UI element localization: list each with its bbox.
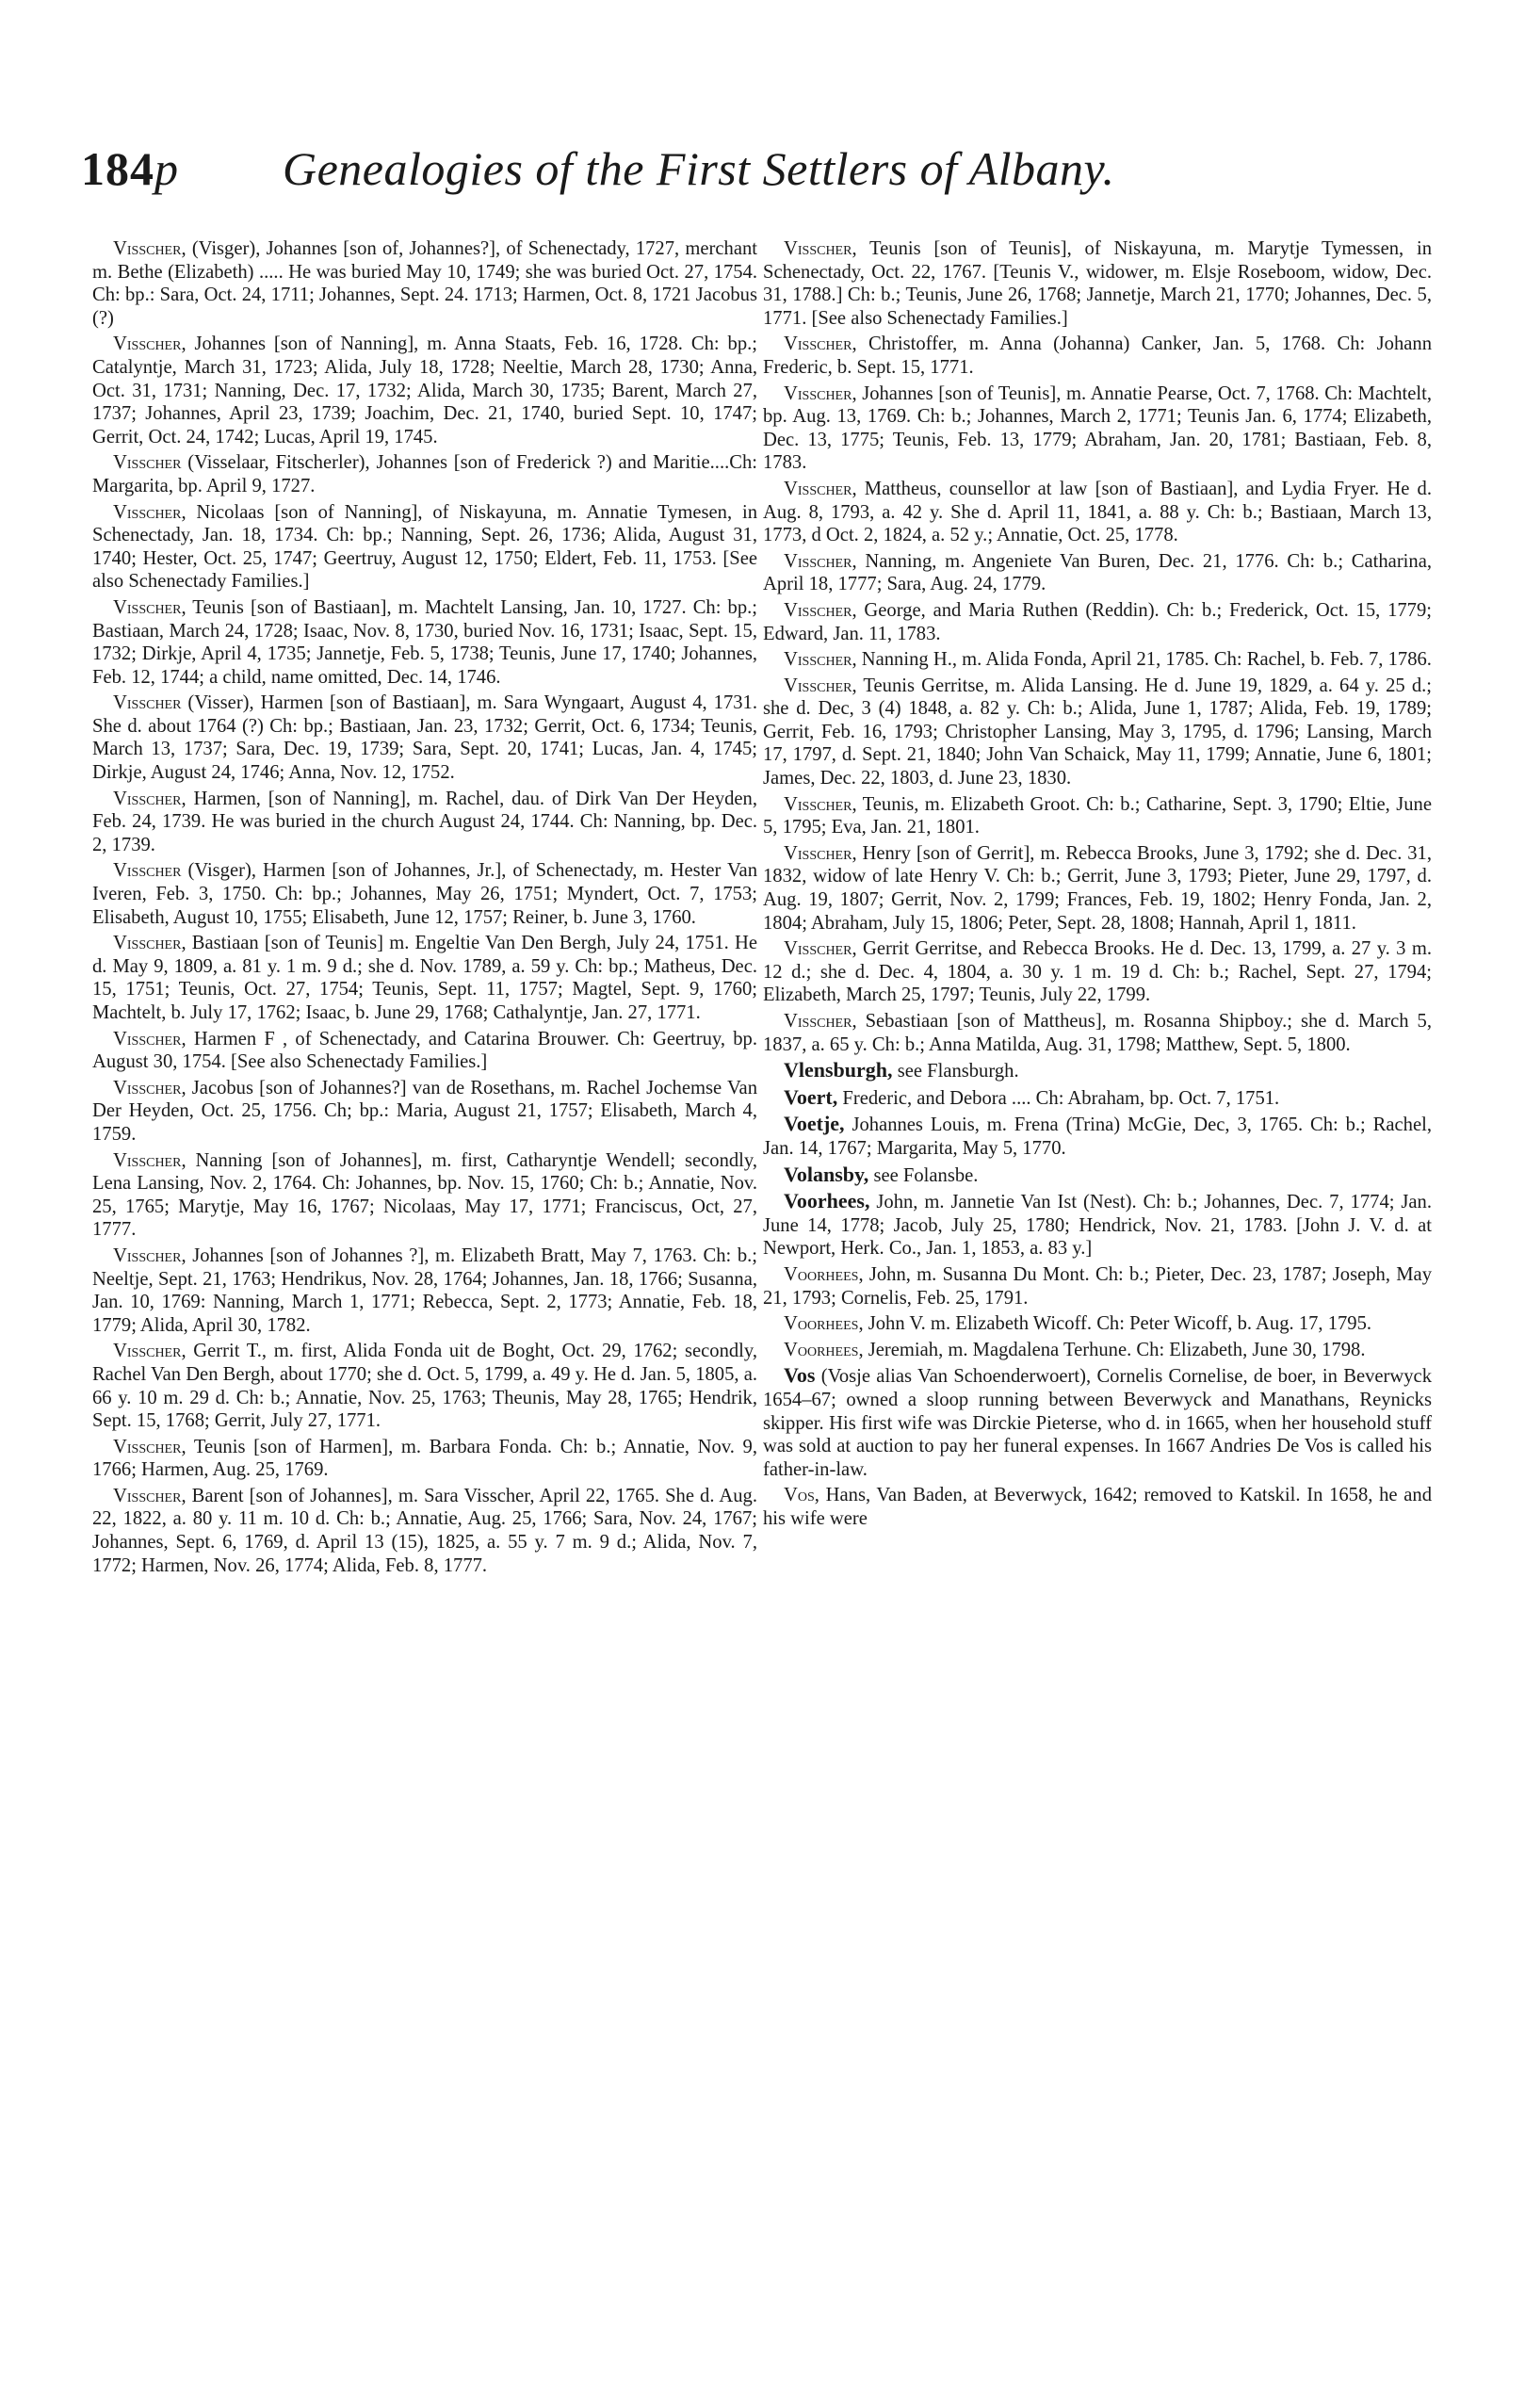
left-column [92, 237, 757, 1580]
entry-text: , Johannes [son of Teunis], m. Annatie Pearse, Oct. 7, 1768. Ch: Machtelt, bp. Aug. 13, 1769. Ch: b.; Johannes, March 2, 1771; Teunis Jan. 6, 1774; Elizabeth, Dec. 13, 1775; Teunis, Feb. 13, 1779; Abraham, Jan. 20, 1781; Bastiaan, Feb. 8, 1783. [763, 382, 1432, 474]
entry-text: , Harmen, [son of Nanning], m. Rachel, dau. of Dirk Van Der Heyden, Feb. 24, 1739. He was buried in the church August 24, 1744. Ch: Nanning, bp. Dec. 2, 1739. [92, 788, 757, 855]
entry-paragraph [92, 501, 757, 594]
entry-headword: Visscher [784, 649, 852, 671]
entry-headword: Visscher [113, 596, 182, 618]
entry-paragraph [763, 937, 1432, 1007]
entry-headword: Visscher [113, 1245, 182, 1266]
entry-paragraph [763, 648, 1432, 672]
entry-headword: Visscher [784, 938, 852, 960]
entry-text: , Teunis [son of Harmen], m. Barbara Fonda. Ch: b.; Annatie, Nov. 9, 1766; Harmen, Aug. 25, 1769. [92, 1436, 757, 1481]
entry-paragraph [763, 1484, 1432, 1530]
entry-headword: Visscher [784, 382, 852, 404]
entry-paragraph [763, 550, 1432, 596]
entry-text: (Vosje alias Van Schoenderwoert), Cornelis Cornelise, de boer, in Beverwyck 1654–67; owned a sloop running between Beverwyck and Manathans, Reynicks skipper. His first wife was Dirckie Pieterse, who d. in 1665, when her household stuff was sold at auction to pay her funeral expenses. In 1667 Andries De Vos is called his father-in-law. [763, 1366, 1432, 1480]
entry-paragraph [763, 333, 1432, 379]
entry-text: , Nanning [son of Johannes], m. first, Catharyntje Wendell; secondly, Lena Lansing, Nov. 2, 1764. Ch: Johannes, bp. Nov. 15, 1760; Ch: b.; Annatie, Nov. 25, 1765; Marytje, May 16, 1767; Nicolaas, May 17, 1771; Franciscus, Oct, 27, 1777. [92, 1149, 757, 1241]
entry-headword: Visscher [113, 452, 182, 474]
entry-paragraph [763, 1010, 1432, 1056]
entry-headword: Volansby, [784, 1162, 869, 1186]
entry-paragraph [92, 1077, 757, 1147]
entry-text: John, m. Jannetie Van Ist (Nest). Ch: b.; Johannes, Dec. 7, 1774; Jan. June 14, 1778; Jacob, July 25, 1780; Hendrick, Nov. 21, 1783. [John J. V. d. at Newport, Herk. Co., Jan. 1, 1853, a. 83 y.] [763, 1192, 1432, 1260]
page-number: 184p [81, 142, 179, 195]
entry-headword: Vlensburgh, [784, 1058, 893, 1082]
entry-paragraph [92, 932, 757, 1024]
entry-headword: Visscher [113, 860, 182, 882]
entry-text: , Christoffer, m. Anna (Johanna) Canker, Jan. 5, 1768. Ch: Johann Frederic, b. Sept. 15, 1771. [763, 334, 1432, 378]
entry-text: , (Visger), Johannes [son of, Johannes?], of Schenectady, 1727, merchant m. Bethe (Elizabeth) ..... He was buried May 10, 1749; she was buried Oct. 27, 1754. Ch: bp.: Sara, Oct. 24, 1711; Johannes, Sept. 24. 1713; Harmen, Oct. 8, 1721 Jacobus (?) [92, 238, 757, 329]
entry-text: , Teunis [son of Bastiaan], m. Machtelt Lansing, Jan. 10, 1727. Ch: bp.; Bastiaan, March 24, 1728; Isaac, Nov. 8, 1730, buried Nov. 16, 1731; Isaac, Sept. 15, 1732; Dirkje, April 4, 1735; Jannetje, Feb. 5, 1738; Teunis, June 17, 1740; Johannes, Feb. 12, 1744; a child, name omitted, Dec. 14, 1746. [92, 596, 757, 688]
entry-text: , Nanning H., m. Alida Fonda, April 21, 1785. Ch: Rachel, b. Feb. 7, 1786. [852, 649, 1432, 671]
entry-paragraph [92, 691, 757, 784]
entry-paragraph [763, 1113, 1432, 1160]
entry-paragraph [92, 333, 757, 448]
entry-headword: Voetje, [784, 1112, 845, 1136]
entry-paragraph [92, 1028, 757, 1074]
entry-text: , Teunis Gerritse, m. Alida Lansing. He d. June 19, 1829, a. 64 y. 25 d.; she d. Dec, 3 (4) 1848, a. 82 y. Ch: b.; Alida, June 1, 1787; Alida, Feb. 19, 1789; Gerrit, Feb. 16, 1793; Christopher Lansing, May 3, 1795, d. 1796; Lansing, March 17, 1797, d. Sept. 21, 1840; John Van Schaick, May 11, 1799; Annatie, June 6, 1801; James, Dec. 22, 1803, d. June 23, 1830. [763, 675, 1432, 789]
entry-text: , Teunis [son of Teunis], of Niskayuna, m. Marytje Tymessen, in Schenectady, Oct. 22, 1767. [Teunis V., widower, m. Elsje Roseboom, widow, Dec. 31, 1788.] Ch: b.; Teunis, June 26, 1768; Jannetje, March 21, 1770; Johannes, Dec. 5, 1771. [See also Schenectady Families.] [763, 238, 1432, 329]
entry-text: , Gerrit T., m. first, Alida Fonda uit de Boght, Oct. 29, 1762; secondly, Rachel Van Den Bergh, about 1770; she d. Oct. 5, 1799, a. 49 y. He d. Jan. 5, 1805, a. 66 y. 10 m. 29 d. Ch: b.; Annatie, Nov. 25, 1763; Theunis, May 28, 1765; Hendrik, Sept. 15, 1768; Gerrit, July 27, 1771. [92, 1341, 757, 1432]
entry-text: (Visselaar, Fitscherler), Johannes [son of Frederick ?) and Maritie....Ch: Margarita, bp. April 9, 1727. [92, 452, 757, 496]
entry-text: , Johannes [son of Johannes ?], m. Elizabeth Bratt, May 7, 1763. Ch: b.; Neeltje, Sept. 21, 1763; Hendrikus, Nov. 28, 1764; Johannes, Jan. 18, 1766; Susanna, Jan. 10, 1769: Nanning, March 1, 1771; Rebecca, Sept. 2, 1773; Annatie, Feb. 18, 1779; Alida, April 30, 1782. [92, 1245, 757, 1336]
entry-paragraph [92, 237, 757, 330]
entry-headword: Visscher [113, 1485, 182, 1506]
entry-text: see Flansburgh. [892, 1061, 1019, 1082]
entry-headword: Visscher [113, 788, 182, 809]
entry-headword: Visscher [113, 933, 182, 954]
entry-paragraph [92, 859, 757, 929]
entry-headword: Visscher [784, 793, 852, 815]
entry-text: , Teunis, m. Elizabeth Groot. Ch: b.; Catharine, Sept. 3, 1790; Eltie, June 5, 1795; Eva, Jan. 21, 1801. [763, 793, 1432, 838]
entry-text: see Folansbe. [868, 1164, 979, 1186]
entry-text: , Jacobus [son of Johannes?] van de Rosethans, m. Rachel Jochemse Van Der Heyden, Oct. 25, 1756. Ch; bp.: Maria, August 21, 1757; Elisabeth, March 4, 1759. [92, 1077, 757, 1145]
entry-text: , John V. m. Elizabeth Wicoff. Ch: Peter Wicoff, b. Aug. 17, 1795. [858, 1313, 1372, 1335]
entry-headword: Vos [784, 1485, 815, 1506]
entry-paragraph [763, 793, 1432, 839]
entry-headword: Visscher [784, 238, 852, 259]
entry-text: , Jeremiah, m. Magdalena Terhune. Ch: Elizabeth, June 30, 1798. [858, 1339, 1366, 1360]
entry-headword: Voorhees [784, 1339, 859, 1360]
entry-text: (Visger), Harmen [son of Johannes, Jr.], of Schenectady, m. Hester Van Iveren, Feb. 3, 1750. Ch: bp.; Johannes, May 26, 1751; Myndert, Oct. 7, 1753; Elisabeth, August 10, 1755; Elisabeth, June 12, 1757; Reiner, b. June 3, 1760. [92, 860, 757, 928]
entry-paragraph [92, 1245, 757, 1337]
entry-headword: Visscher [784, 599, 852, 621]
entry-paragraph [92, 788, 757, 857]
running-title: Genealogies of the First Settlers of Albany. [283, 142, 1115, 195]
entry-text: Frederic, and Debora .... Ch: Abraham, bp. Oct. 7, 1751. [837, 1087, 1280, 1109]
entry-text: (Visser), Harmen [son of Bastiaan], m. Sara Wyngaart, August 4, 1731. She d. about 1764 (?) Ch: bp.; Bastiaan, Jan. 23, 1732; Gerrit, Oct. 6, 1734; Teunis, March 13, 1737; Sara, Dec. 19, 1739; Sara, Sept. 20, 1741; Lucas, Jan. 4, 1745; Dirkje, August 24, 1746; Anna, Nov. 12, 1752. [92, 692, 757, 784]
entry-paragraph [763, 1086, 1432, 1111]
entry-headword: Visscher [113, 334, 182, 355]
entry-headword: Visscher [113, 1149, 182, 1171]
entry-text: , Gerrit Gerritse, and Rebecca Brooks. He d. Dec. 13, 1799, a. 27 y. 3 m. 12 d.; she d. Dec. 4, 1804, a. 30 y. 1 m. 19 d. Ch: b.; Rachel, Sept. 27, 1794; Elizabeth, March 25, 1797; Teunis, July 22, 1799. [763, 938, 1432, 1006]
entry-paragraph [763, 1364, 1432, 1481]
entry-text: , Nicolaas [son of Nanning], of Niskayuna, m. Annatie Tymesen, in Schenectady, Jan. 18, 1734. Ch: bp.; Nanning, Sept. 26, 1736; Alida, August 31, 1740; Hester, Oct. 25, 1747; Geertruy, August 12, 1750; Eldert, Feb. 11, 1753. [See also Schenectady Families.] [92, 501, 757, 593]
entry-text: , Hans, Van Baden, at Beverwyck, 1642; removed to Katskil. In 1658, he and his wife were [763, 1485, 1432, 1529]
entry-paragraph [763, 382, 1432, 475]
entry-headword: Visscher [784, 1011, 852, 1032]
entry-text: , Bastiaan [son of Teunis] m. Engeltie Van Den Bergh, July 24, 1751. He d. May 9, 1809, a. 81 y. 1 m. 9 d.; she d. Nov. 1789, a. 59 y. Ch: bp.; Matheus, Dec. 15, 1751; Teunis, Oct. 27, 1754; Teunis, Sept. 11, 1757; Magtel, Sept. 9, 1760; Machtelt, b. July 17, 1762; Isaac, b. June 29, 1768; Cathalyntje, Jan. 27, 1771. [92, 933, 757, 1023]
entry-headword: Visscher [784, 334, 852, 355]
entry-headword: Visscher [113, 1341, 182, 1362]
entry-paragraph [92, 1149, 757, 1242]
entry-paragraph [763, 1263, 1432, 1310]
entry-headword: Visscher [784, 550, 852, 572]
entry-headword: Visscher [113, 501, 182, 523]
entry-text: , Mattheus, counsellor at law [son of Bastiaan], and Lydia Fryer. He d. Aug. 8, 1793, a. 42 y. She d. April 11, 1841, a. 88 y. Ch: b.; Bastiaan, March 13, 1773, d Oct. 2, 1824, a. 52 y.; Annatie, Oct. 25, 1778. [763, 478, 1432, 546]
entry-text: , Sebastiaan [son of Mattheus], m. Rosanna Shipboy.; she d. March 5, 1837, a. 65 y. Ch: b.; Anna Matilda, Aug. 31, 1798; Matthew, Sept. 5, 1800. [763, 1011, 1432, 1055]
entry-text: , Barent [son of Johannes], m. Sara Visscher, April 22, 1765. She d. Aug. 22, 1822, a. 80 y. 11 m. 10 d. Ch: b.; Annatie, Aug. 25, 1766; Sara, Nov. 24, 1767; Johannes, Sept. 6, 1769, d. April 13 (15), 1825, a. 55 y. 7 m. 9 d.; Alida, Nov. 7, 1772; Harmen, Nov. 26, 1774; Alida, Feb. 8, 1777. [92, 1485, 757, 1576]
entry-text: , John, m. Susanna Du Mont. Ch: b.; Pieter, Dec. 23, 1787; Joseph, May 21, 1793; Cornelis, Feb. 25, 1791. [763, 1263, 1432, 1309]
entry-text: , George, and Maria Ruthen (Reddin). Ch: b.; Frederick, Oct. 15, 1779; Edward, Jan. 11, 1783. [763, 599, 1432, 644]
entry-text: , Henry [son of Gerrit], m. Rebecca Brooks, June 3, 1792; she d. Dec. 31, 1832, widow of late Henry V. Ch: b.; Gerrit, June 3, 1793; Pieter, June 29, 1797, d. Aug. 19, 1807; Gerrit, Nov. 2, 1799; Frances, Feb. 19, 1802; Henry Fonda, Jan. 2, 1804; Abraham, July 15, 1806; Peter, Sept. 28, 1808; Hannah, April 1, 1811. [763, 842, 1432, 934]
entry-headword: Voorhees, [784, 1189, 870, 1213]
entry-paragraph [763, 842, 1432, 935]
entry-paragraph [763, 1312, 1432, 1336]
entry-headword: Visscher [113, 238, 182, 259]
entry-paragraph [763, 1339, 1432, 1362]
entry-paragraph [92, 451, 757, 497]
right-column [763, 237, 1432, 1533]
entry-headword: Visscher [113, 692, 182, 714]
entry-headword: Vos [784, 1363, 816, 1388]
entry-headword: Voorhees [784, 1263, 859, 1285]
entry-headword: Visscher [784, 842, 852, 864]
entry-text: , Harmen F , of Schenectady, and Catarina Brouwer. Ch: Geertruy, bp. August 30, 1754. [See also Schenectady Families.] [92, 1028, 757, 1073]
entry-headword: Visscher [113, 1077, 182, 1098]
entry-headword: Voorhees [784, 1313, 859, 1335]
entry-paragraph [763, 478, 1432, 547]
page-header [81, 141, 1447, 217]
entry-text: Johannes Louis, m. Frena (Trina) McGie, Dec, 3, 1765. Ch: b.; Rachel, Jan. 14, 1767; Margarita, May 5, 1770. [763, 1115, 1432, 1159]
entry-headword: Visscher [113, 1436, 182, 1457]
entry-paragraph [92, 1485, 757, 1577]
entry-paragraph [92, 1436, 757, 1482]
entry-paragraph [763, 675, 1432, 790]
entry-paragraph [92, 596, 757, 689]
entry-paragraph [763, 237, 1432, 330]
entry-paragraph [763, 1190, 1432, 1261]
entry-headword: Visscher [784, 478, 852, 499]
entry-paragraph [92, 1340, 757, 1432]
entry-text: , Johannes [son of Nanning], m. Anna Staats, Feb. 16, 1728. Ch: bp.; Catalyntje, March 31, 1723; Alida, July 18, 1728; Neeltie, March 28, 1730; Anna, Oct. 31, 1731; Nanning, Dec. 17, 1732; Alida, March 30, 1735; Barent, March 27, 1737; Johannes, April 23, 1739; Joachim, Dec. 21, 1740, buried Sept. 10, 1747; Gerrit, Oct. 24, 1742; Lucas, April 19, 1745. [92, 334, 757, 447]
entry-paragraph [763, 1059, 1432, 1083]
entry-headword: Visscher [113, 1028, 182, 1049]
entry-paragraph [763, 1163, 1432, 1188]
entry-headword: Visscher [784, 675, 852, 696]
entry-text: , Nanning, m. Angeniete Van Buren, Dec. 21, 1776. Ch: b.; Catharina, April 18, 1777; Sara, Aug. 24, 1779. [763, 550, 1432, 595]
entry-paragraph [763, 599, 1432, 645]
entry-headword: Voert, [784, 1084, 838, 1109]
